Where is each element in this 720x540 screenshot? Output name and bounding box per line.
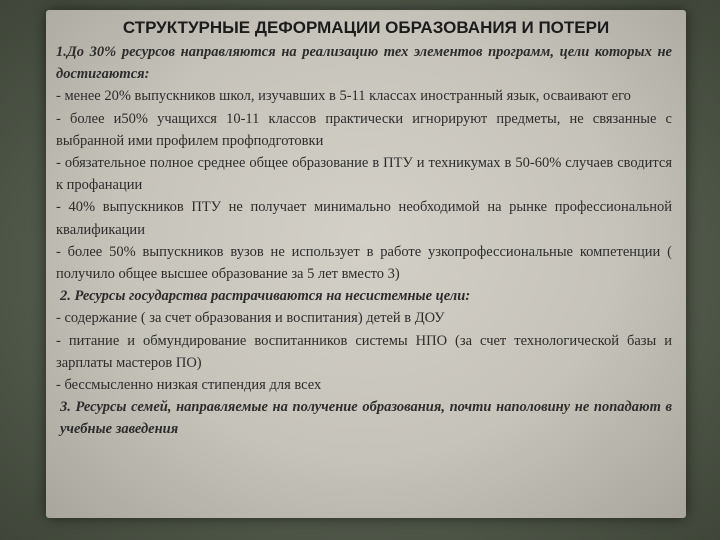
list-item: - 40% выпускников ПТУ не получает минимально необходимой на рынке профессиональной квалификации	[56, 199, 672, 238]
list-item: - содержание ( за счет образования и воспитания) детей в ДОУ	[56, 310, 445, 327]
section-3-heading: 3. Ресурсы семей, направляемые на получение образования, почти наполовину не попадают в учебные заведения	[60, 399, 672, 438]
section-1-heading: 1.До 30% ресурсов направляются на реализацию тех элементов программ, цели которых не достигаются:	[56, 44, 672, 83]
list-item: - бессмысленно низкая стипендия для всех	[56, 377, 322, 394]
list-item: - более и50% учащихся 10-11 классов практически игнорируют предметы, не связанные с выбранной ими профилем профподготовки	[56, 110, 672, 149]
list-item: - более 50% выпускников вузов не использует в работе узкопрофессиональные компетенции ( получило общее высшее образование за 5 лет вместо 3)	[56, 243, 672, 283]
slide-body	[56, 41, 672, 441]
slide-title: СТРУКТУРНЫЕ ДЕФОРМАЦИИ ОБРАЗОВАНИЯ И ПОТЕРИ	[122, 18, 610, 37]
list-item: - менее 20% выпускников школ, изучавших в 5-11 классах иностранный язык, осваивают его	[56, 88, 631, 105]
list-item: - обязательное полное среднее общее образование в ПТУ и техникумах в 50-60% случаев сводится к профанации	[56, 155, 672, 194]
list-item: - питание и обмундирование воспитанников системы НПО (за счет технологической базы и зарплаты мастеров ПО)	[56, 332, 672, 371]
section-2-heading: 2. Ресурсы государства растрачиваются на несистемные цели:	[60, 288, 471, 305]
